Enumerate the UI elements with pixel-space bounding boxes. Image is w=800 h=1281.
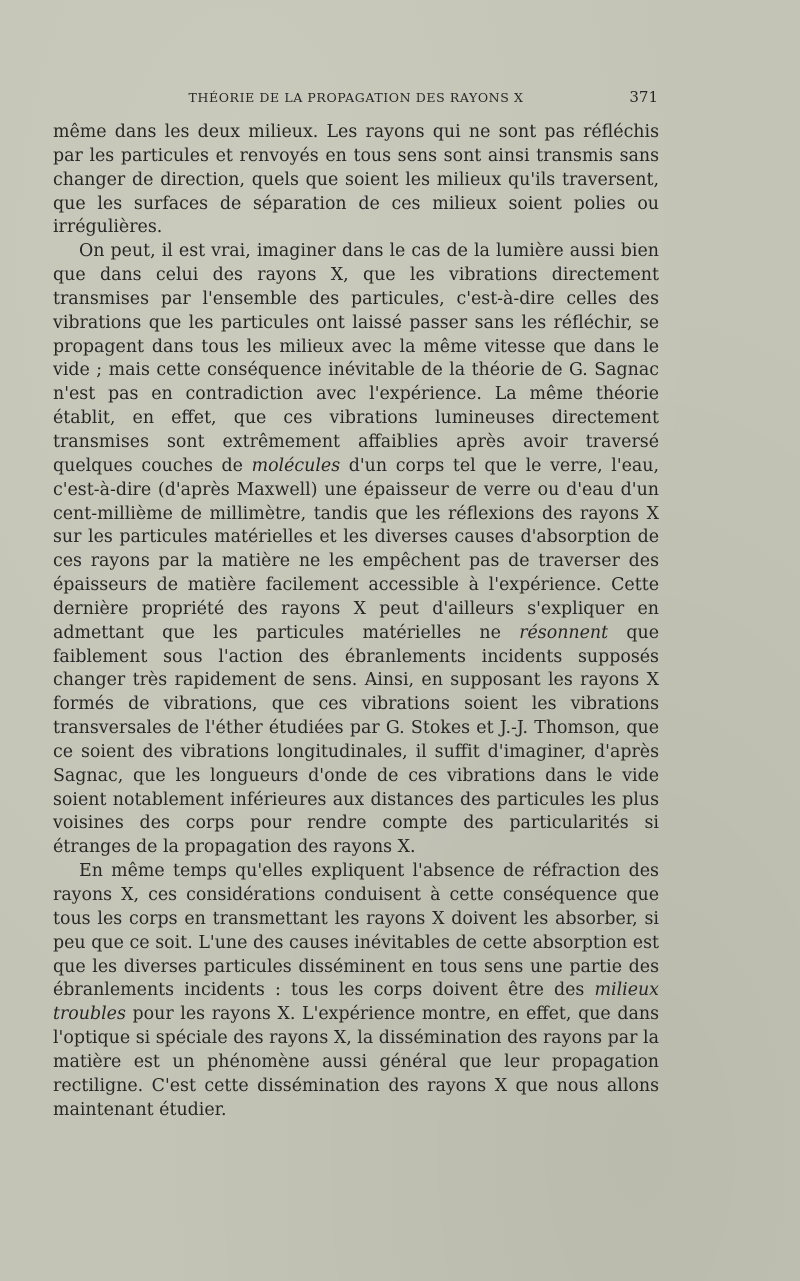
italic-term: milieux troubles <box>53 980 659 1025</box>
paragraph <box>53 121 659 240</box>
italic-term: molécules <box>251 455 341 476</box>
page-number: 371 <box>629 88 658 106</box>
text-run: On peut, il est vrai, imaginer dans le cas de la lumière aussi bien que dans celui des rayons X, que les vibrations directement transmises par l'ensemble des particules, c'est-à-dire celles des vibrations que les particules ont laissé passer sans les réfléchir, se propagent dans tous les milieux avec la même vitesse que dans le vide ; mais cette conséquence inévitable de la théorie de G. Sagnac n'est pas en contradiction avec l'expérience. La même théorie établit, en effet, que ces vibrations lumineuses directement transmises sont extrêmement affaiblies après avoir traversé quelques couches de <box>53 241 659 476</box>
text-run: même dans les deux milieux. Les rayons qui ne sont pas réfléchis par les particules et renvoyés en tous sens sont ainsi transmis sans changer de direction, quels que soient les milieux qu'ils traversent, que les surfaces de séparation de ces milieux soient polies ou irrégulières. <box>53 122 659 238</box>
text-run: En même temps qu'elles expliquent l'absence de réfraction des rayons X, ces considérations conduisent à cette conséquence que tous les corps en transmettant les rayons X doivent les absorber, si peu que ce soit. L'une des causes inévitables de cette absorption est que les diverses particules disséminent en tous sens une partie des ébranlements incidents : tous les corps doivent être des <box>53 861 659 1001</box>
text-run: d'un corps tel que le verre, l'eau, c'est-à-dire (d'après Maxwell) une épaisseur de verre ou d'eau d'un cent-millième de millimètre, tandis que les réflexions des rayons X sur les particules matérielles et les diverses causes d'absorption de ces rayons par la matière ne les empêchent pas de traverser des épaisseurs de matière facilement accessible à l'expérience. Cette dernière propriété des rayons X peut d'ailleurs s'expliquer en admettant que les particules matérielles ne <box>53 455 659 643</box>
text-run: que faiblement sous l'action des ébranlements incidents supposés changer très rapidement de sens. Ainsi, en supposant les rayons X formés de vibrations, que ces vibrations soient les vibrations transversales de l'éther étudiées par G. Stokes et J.-J. Thomson, que ce soient des vibrations longitudinales, il suffit d'imaginer, d'après Sagnac, que les longueurs d'onde de ces vibrations dans le vide soient notablement inférieures aux distances des particules les plus voisines des corps pour rendre compte des particularités si étranges de la propagation des rayons X. <box>53 622 660 858</box>
paragraph <box>53 860 659 1122</box>
text-run: pour les rayons X. L'expérience montre, en effet, que dans l'optique si spéciale des rayons X, la dissémination des rayons par la matière est un phénomène aussi général que leur propagation rectiligne. C'est cette dissémination des rayons X que nous allons maintenant étudier. <box>53 1004 659 1120</box>
running-title: THÉORIE DE LA PROPAGATION DES RAYONS X <box>188 90 524 105</box>
italic-term: résonnent <box>519 622 609 643</box>
body-text <box>53 121 659 1122</box>
paragraph <box>53 240 659 860</box>
running-head <box>56 88 656 108</box>
